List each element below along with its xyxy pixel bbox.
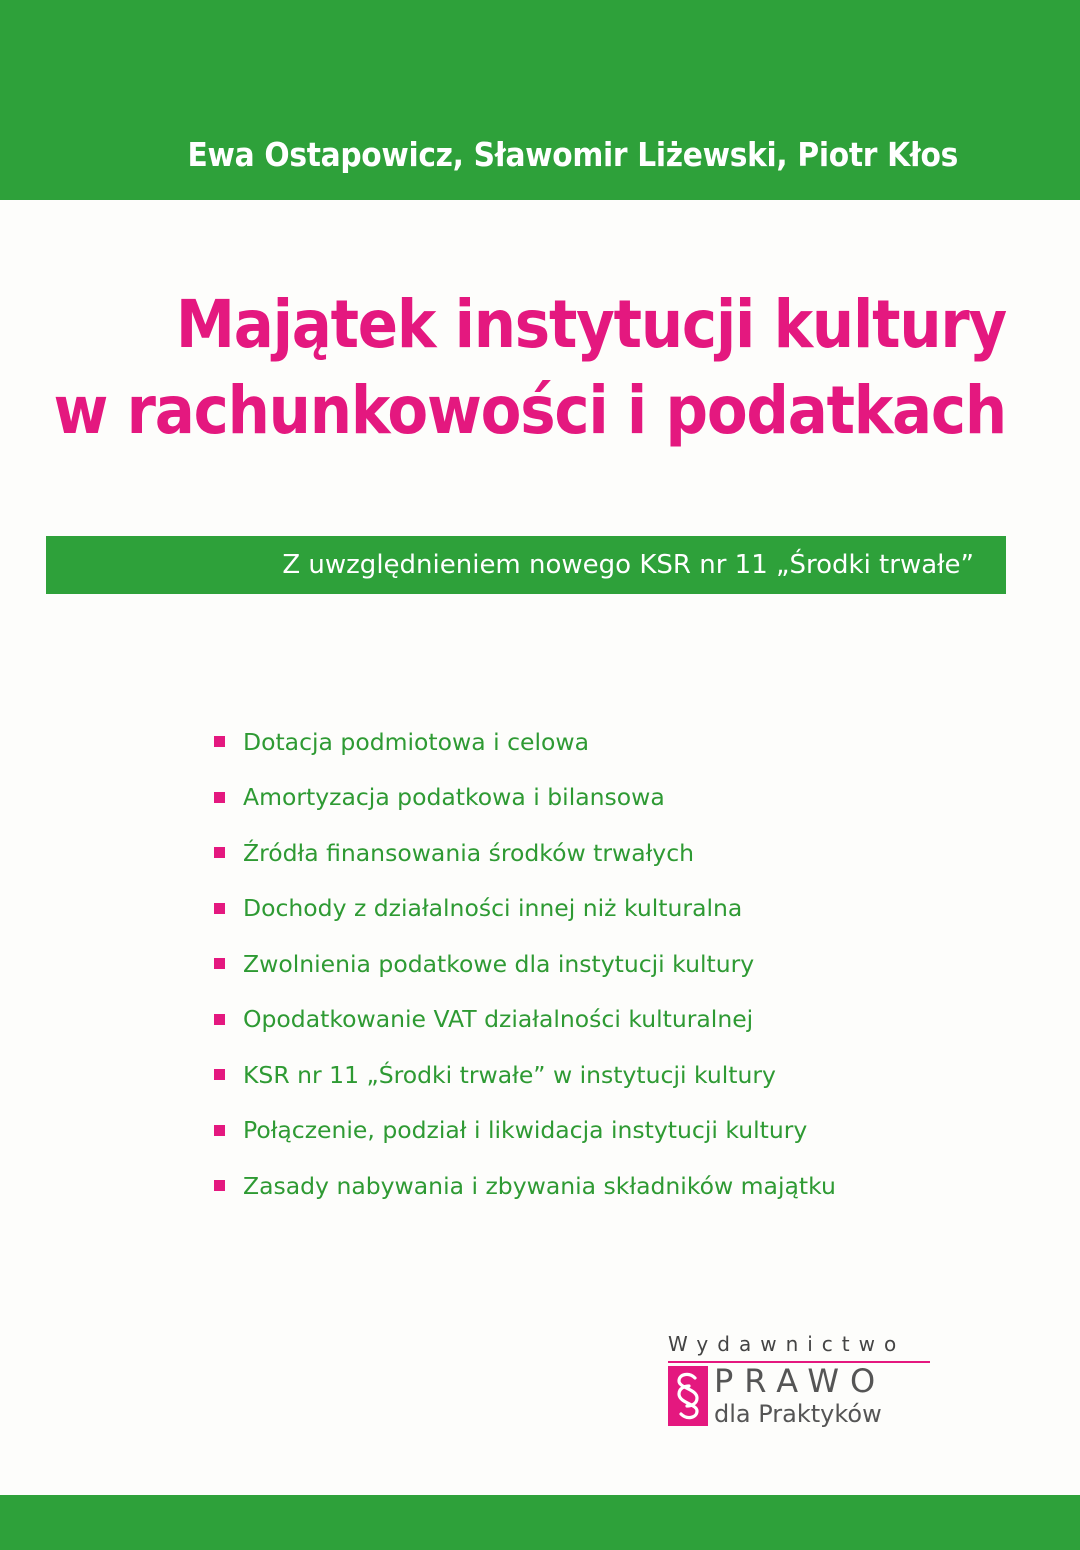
feature-text: Połączenie, podział i likwidacja instytucji kultury xyxy=(243,1116,808,1145)
square-bullet-icon xyxy=(214,1014,225,1025)
book-subtitle: Z uwzględnieniem nowego KSR nr 11 „Środki trwałe” xyxy=(282,550,974,580)
feature-text: Dotacja podmiotowa i celowa xyxy=(243,727,590,756)
book-authors: Ewa Ostapowicz, Sławomir Liżewski, Piotr Kłos xyxy=(187,135,958,174)
feature-text: KSR nr 11 „Środki trwałe” w instytucji kultury xyxy=(243,1060,776,1089)
square-bullet-icon xyxy=(214,903,225,914)
section-sign-icon xyxy=(668,1366,708,1426)
square-bullet-icon xyxy=(214,1180,225,1191)
bottom-green-band xyxy=(0,1495,1080,1550)
square-bullet-icon xyxy=(214,1125,225,1136)
feature-text: Amortyzacja podatkowa i bilansowa xyxy=(243,783,665,812)
list-item xyxy=(214,992,836,1048)
list-item xyxy=(214,881,836,937)
list-item xyxy=(214,1047,836,1103)
title-line-2: w rachunkowości i podatkach xyxy=(53,372,1006,449)
square-bullet-icon xyxy=(214,958,225,969)
subtitle-band xyxy=(46,536,1006,594)
publisher-name: PRAWO xyxy=(714,1362,887,1400)
list-item xyxy=(214,770,836,826)
square-bullet-icon xyxy=(214,847,225,858)
publisher-logo xyxy=(668,1332,938,1432)
publisher-tagline: dla Praktyków xyxy=(714,1400,882,1428)
feature-text: Dochody z działalności innej niż kulturalna xyxy=(243,894,743,923)
square-bullet-icon xyxy=(214,792,225,803)
square-bullet-icon xyxy=(214,1069,225,1080)
publisher-word: Wydawnictwo xyxy=(668,1332,906,1356)
square-bullet-icon xyxy=(214,736,225,747)
title-line-1: Majątek instytucji kultury xyxy=(175,286,1006,363)
list-item xyxy=(214,825,836,881)
feature-text: Źródła finansowania środków trwałych xyxy=(243,838,695,867)
book-title xyxy=(0,282,1006,454)
feature-text: Zwolnienia podatkowe dla instytucji kultury xyxy=(243,949,755,978)
feature-text: Opodatkowanie VAT działalności kulturalnej xyxy=(243,1005,754,1034)
list-item xyxy=(214,1103,836,1159)
list-item xyxy=(214,714,836,770)
feature-text: Zasady nabywania i zbywania składników majątku xyxy=(243,1171,836,1200)
list-item xyxy=(214,936,836,992)
feature-list xyxy=(214,714,836,1214)
list-item xyxy=(214,1158,836,1214)
